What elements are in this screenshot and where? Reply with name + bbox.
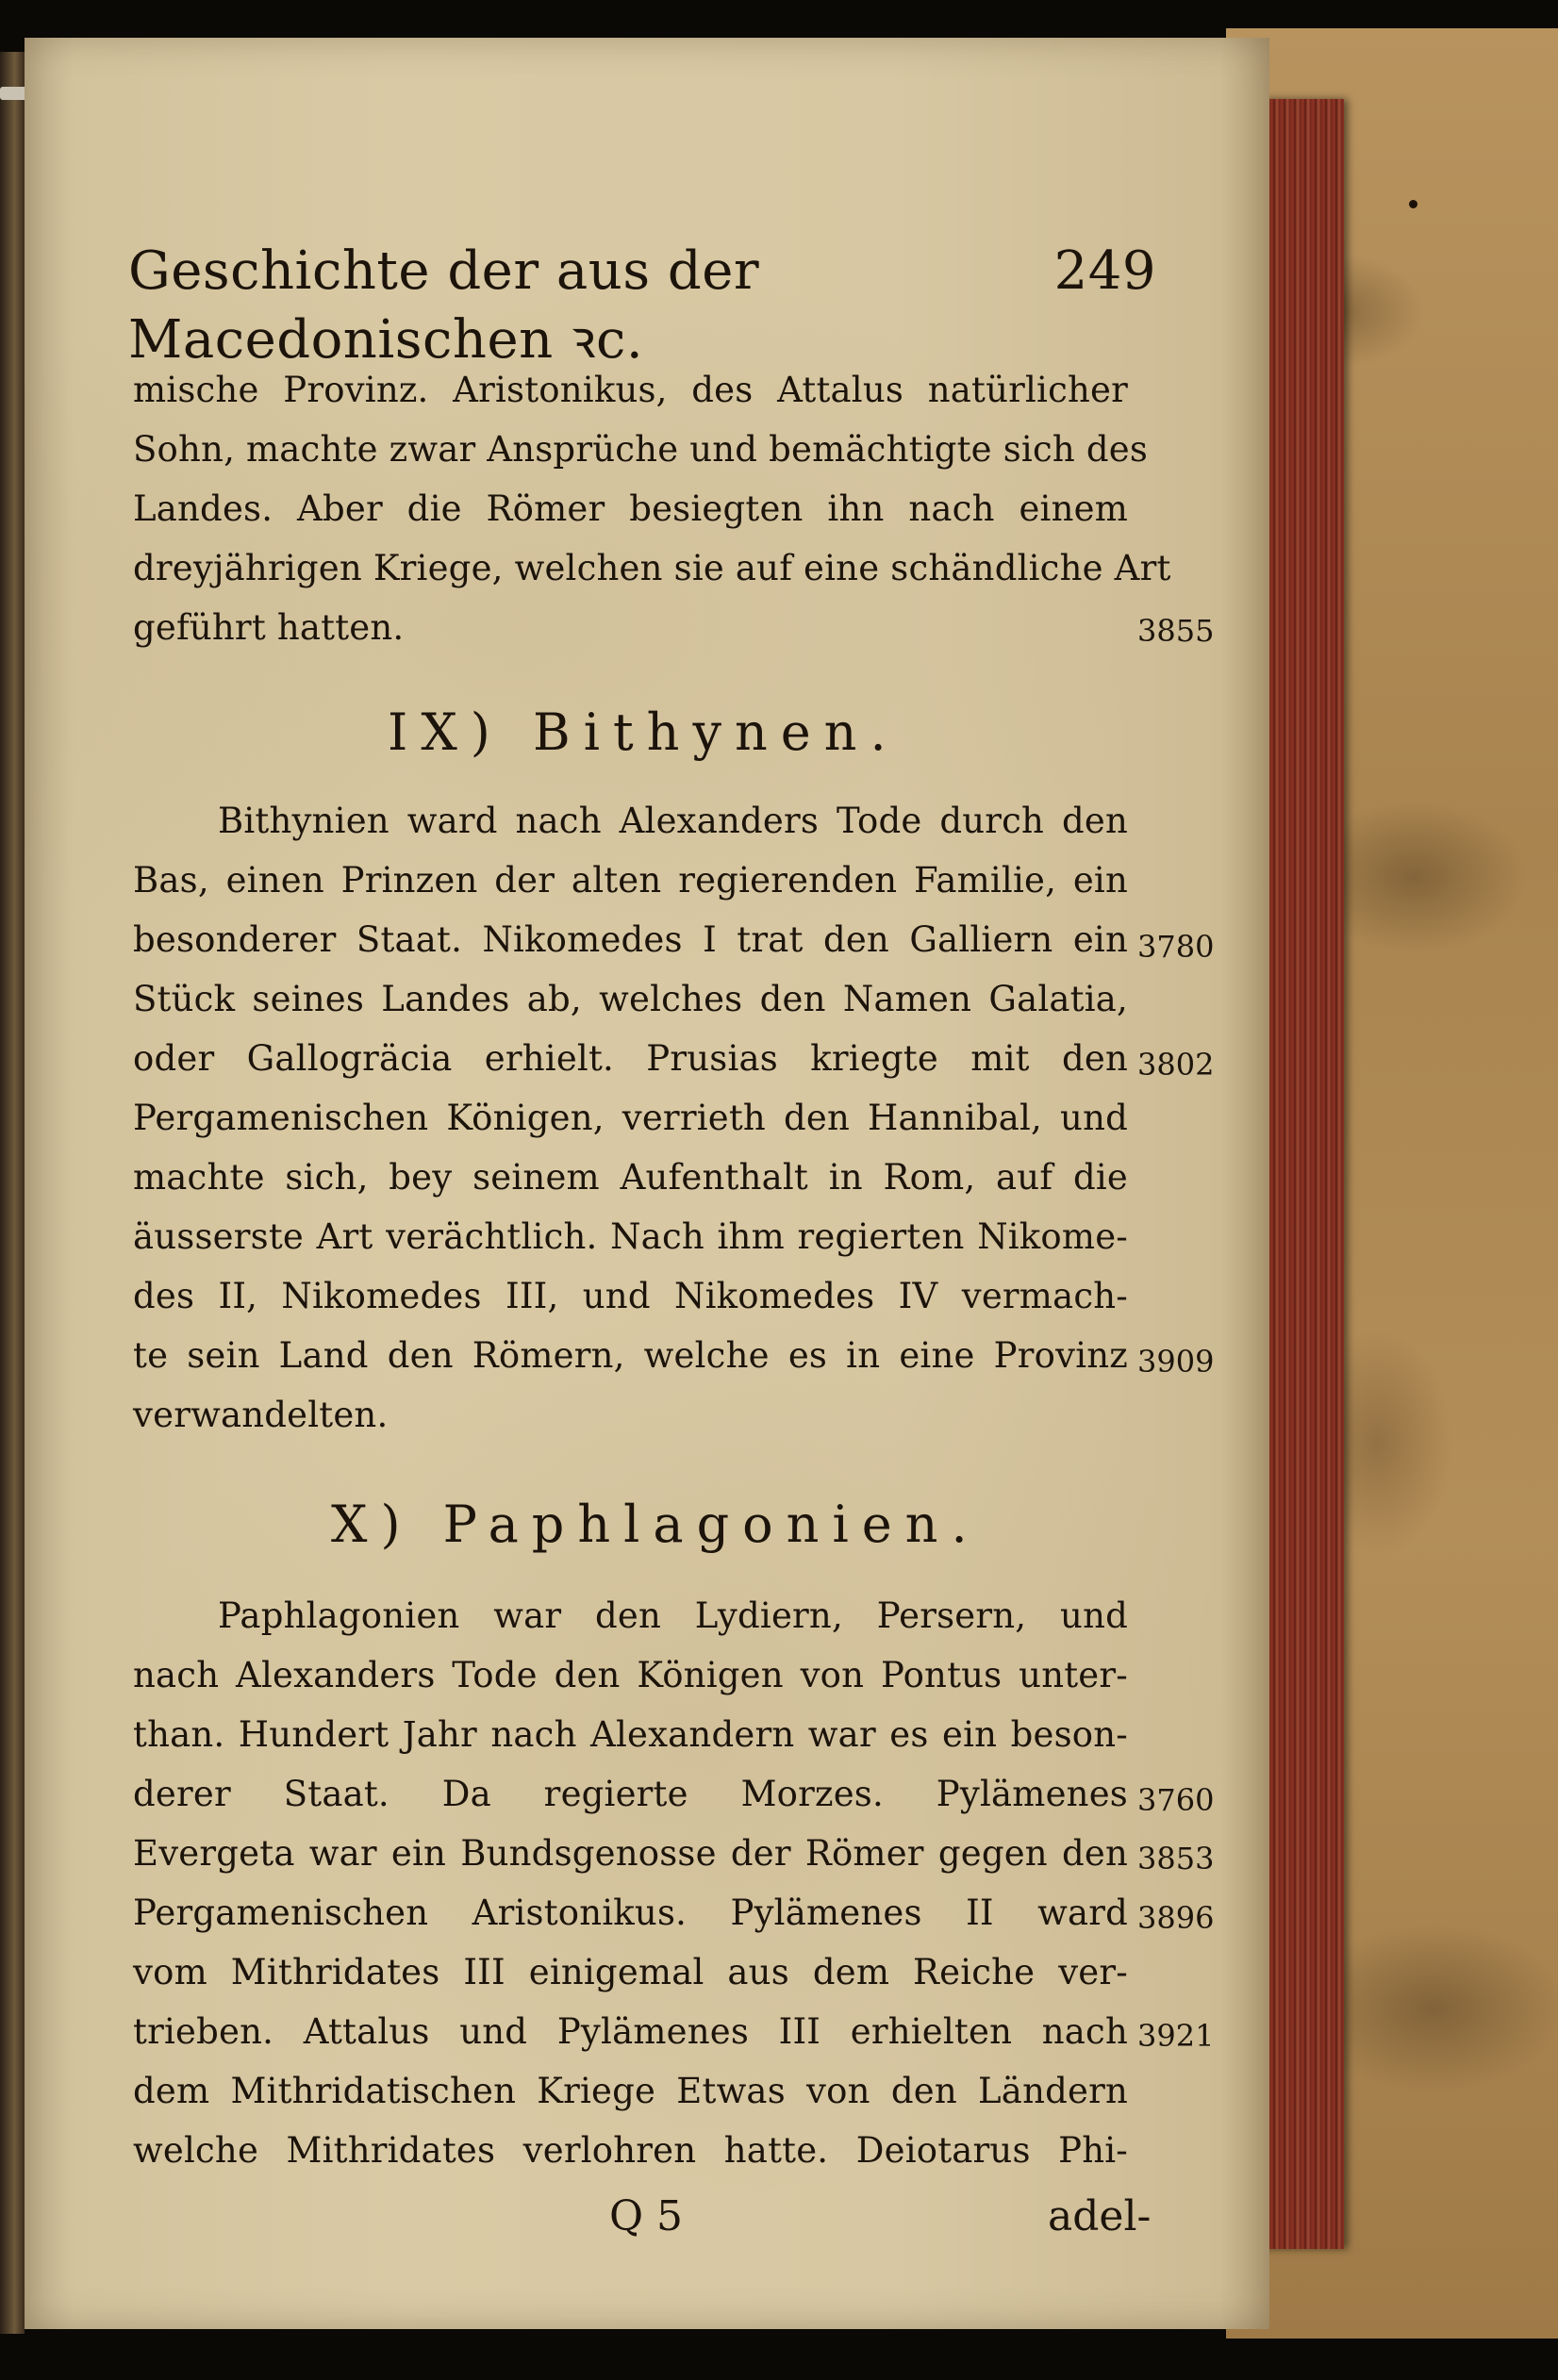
text-line: derer Staat. Da regierte Morzes. Pylämenes [133, 1774, 1128, 1814]
text-line: oder Gallogräcia erhielt. Prusias kriegte mit den [133, 1038, 1128, 1079]
text-line: Evergeta war ein Bundsgenosse der Römer gegen den [133, 1833, 1128, 1874]
text-line: dem Mithridatischen Kriege Etwas von den Ländern [133, 2071, 1128, 2111]
text-line: nach Alexanders Tode den Königen von Pontus unter- [133, 1655, 1128, 1695]
text-line: Bas, einen Prinzen der alten regierenden Familie, ein [133, 860, 1128, 901]
margin-year: 3853 [1137, 1841, 1215, 1876]
text-line: dreyjährigen Kriege, welchen sie auf eine schändliche Art [133, 548, 1171, 588]
text-line: mische Provinz. Aristonikus, des Attalus natürlicher [133, 370, 1128, 410]
running-title: Geschichte der aus der Macedonischen ꝛc. [128, 240, 760, 371]
page-text [25, 38, 1269, 2329]
text-line: Pergamenischen Aristonikus. Pylämenes II ward [133, 1892, 1128, 1933]
text-line: Landes. Aber die Römer besiegten ihn nach einem [133, 488, 1128, 529]
margin-year: 3855 [1137, 613, 1215, 649]
page-number: 249 [1053, 240, 1156, 302]
running-header [128, 240, 1156, 371]
page-fore-edges [1259, 99, 1344, 2249]
section-heading-paphlagonien: X) Paphlagonien. [331, 1495, 981, 1554]
previous-page-edge [0, 52, 25, 2334]
text-line: besonderer Staat. Nikomedes I trat den Galliern ein [133, 919, 1128, 960]
margin-year: 3921 [1137, 2018, 1215, 2054]
margin-year: 3896 [1137, 1900, 1215, 1936]
text-line: te sein Land den Römern, welche es in eine Provinz [133, 1335, 1128, 1376]
text-line: des II, Nikomedes III, und Nikomedes IV vermach- [133, 1276, 1128, 1316]
text-line: Pergamenischen Königen, verrieth den Hannibal, und [133, 1098, 1128, 1138]
ink-dot [1409, 200, 1417, 208]
catchword: adel- [1048, 2192, 1152, 2240]
text-line: Paphlagonien war den Lydiern, Persern, und [218, 1595, 1128, 1636]
book-page [25, 38, 1269, 2329]
margin-year: 3909 [1137, 1344, 1215, 1380]
text-line: Stück seines Landes ab, welches den Namen Galatia, [133, 979, 1128, 1019]
margin-year: 3802 [1137, 1047, 1215, 1083]
text-line: äusserste Art verächtlich. Nach ihm regierten Nikome- [133, 1216, 1128, 1257]
margin-year: 3760 [1137, 1782, 1215, 1818]
section-heading-bithynen: IX) Bithynen. [388, 702, 900, 762]
text-line: verwandelten. [133, 1395, 389, 1435]
text-line: welche Mithridates verlohren hatte. Deiotarus Phi- [133, 2130, 1128, 2171]
text-line: Bithynien ward nach Alexanders Tode durch den [218, 801, 1128, 841]
text-line: geführt hatten. [133, 607, 405, 648]
margin-year: 3780 [1137, 929, 1215, 965]
text-line: than. Hundert Jahr nach Alexandern war es ein beson- [133, 1714, 1128, 1755]
text-line: vom Mithridates III einigemal aus dem Reiche ver- [133, 1952, 1128, 1992]
signature-mark: Q 5 [609, 2192, 684, 2240]
text-line: trieben. Attalus und Pylämenes III erhielten nach [133, 2011, 1128, 2052]
text-line: Sohn, machte zwar Ansprüche und bemächtigte sich des [133, 429, 1149, 470]
text-line: machte sich, bey seinem Aufenthalt in Rom, auf die [133, 1157, 1128, 1198]
